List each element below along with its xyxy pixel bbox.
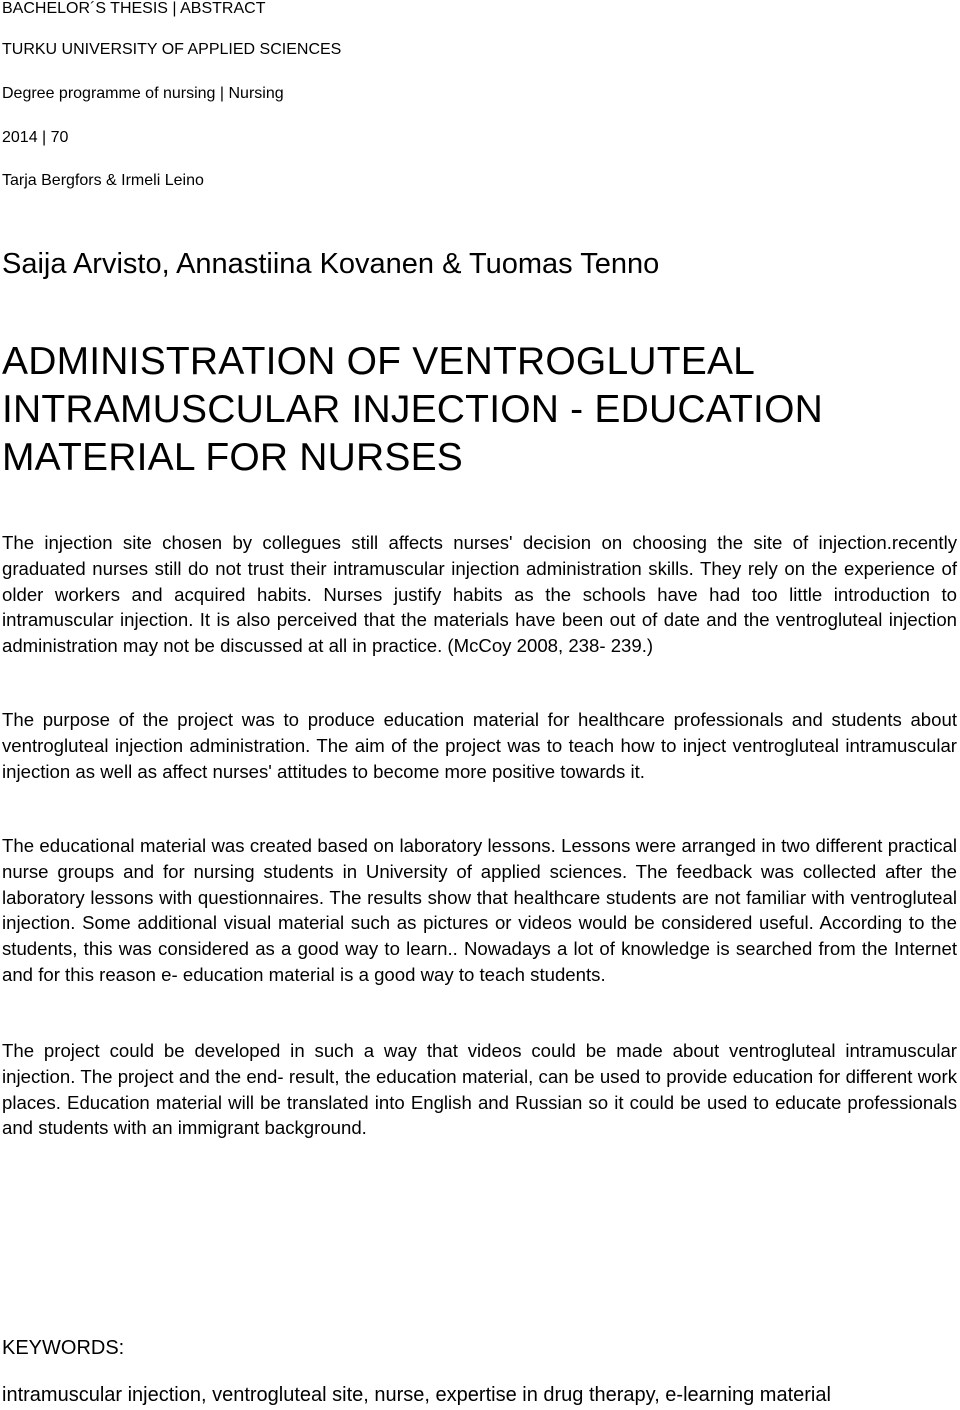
abstract-paragraph-1: The injection site chosen by collegues still affects nurses' decision on choosing the site of injection.recently graduated nurses still do not trust their intramuscular injection administration skills. They rely on the experience of older workers and acquired habits. Nurses justify habits as the schools have had too little introduction to intramuscular injection. It is also perceived that the materials have been out of date and the ventrogluteal injection administration may not be discussed at all in practice. (McCoy 2008, 238- 239.) — [2, 532, 957, 657]
supervisors: Tarja Bergfors & Irmeli Leino — [2, 172, 204, 189]
authors: Saija Arvisto, Annastiina Kovanen & Tuomas Tenno — [2, 248, 660, 280]
keywords-label: KEYWORDS: — [2, 1337, 125, 1359]
title-line: ADMINISTRATION OF VENTROGLUTEAL — [2, 340, 756, 383]
university-name: TURKU UNIVERSITY OF APPLIED SCIENCES — [2, 41, 342, 58]
abstract-paragraph-4: The project could be developed in such a way that videos could be made about ventrogluteal intramuscular injection. The project and the end- result, the education material, can be used to provide education for different work places. Education material will be translated into English and Russian so it could be used to educate professionals and students with an immigrant background. — [2, 1040, 957, 1139]
title-line: MATERIAL FOR NURSES — [2, 436, 464, 479]
abstract-paragraph-2: The purpose of the project was to produce education material for healthcare professionals and students about ventrogluteal injection administration. The aim of the project was to teach how to inject ventrogluteal intramuscular injection as well as affect nurses' attitudes to become more positive towards it. — [2, 709, 957, 782]
year-and-pages: 2014 | 70 — [2, 129, 69, 146]
abstract-paragraph-3: The educational material was created based on laboratory lessons. Lessons were arranged in two different practical nurse groups and for nursing students in University of applied sciences. The feedback was collected after the laboratory lessons with questionnaires. The results show that healthcare students are not familiar with ventrogluteal injection. Some additional visual material such as pictures or videos would be considered useful. According to the students, this was considered as a good way to learn.. Nowadays a lot of knowledge is searched from the Internet and for this reason e- education material is a good way to teach students. — [2, 835, 957, 985]
degree-programme: Degree programme of nursing | Nursing — [2, 85, 284, 102]
thesis-title — [2, 338, 823, 482]
keywords-list: intramuscular injection, ventrogluteal site, nurse, expertise in drug therapy, e-learning material — [2, 1384, 831, 1406]
thesis-type: BACHELOR´S THESIS | ABSTRACT — [2, 0, 266, 17]
title-line: INTRAMUSCULAR INJECTION - EDUCATION — [2, 388, 823, 431]
